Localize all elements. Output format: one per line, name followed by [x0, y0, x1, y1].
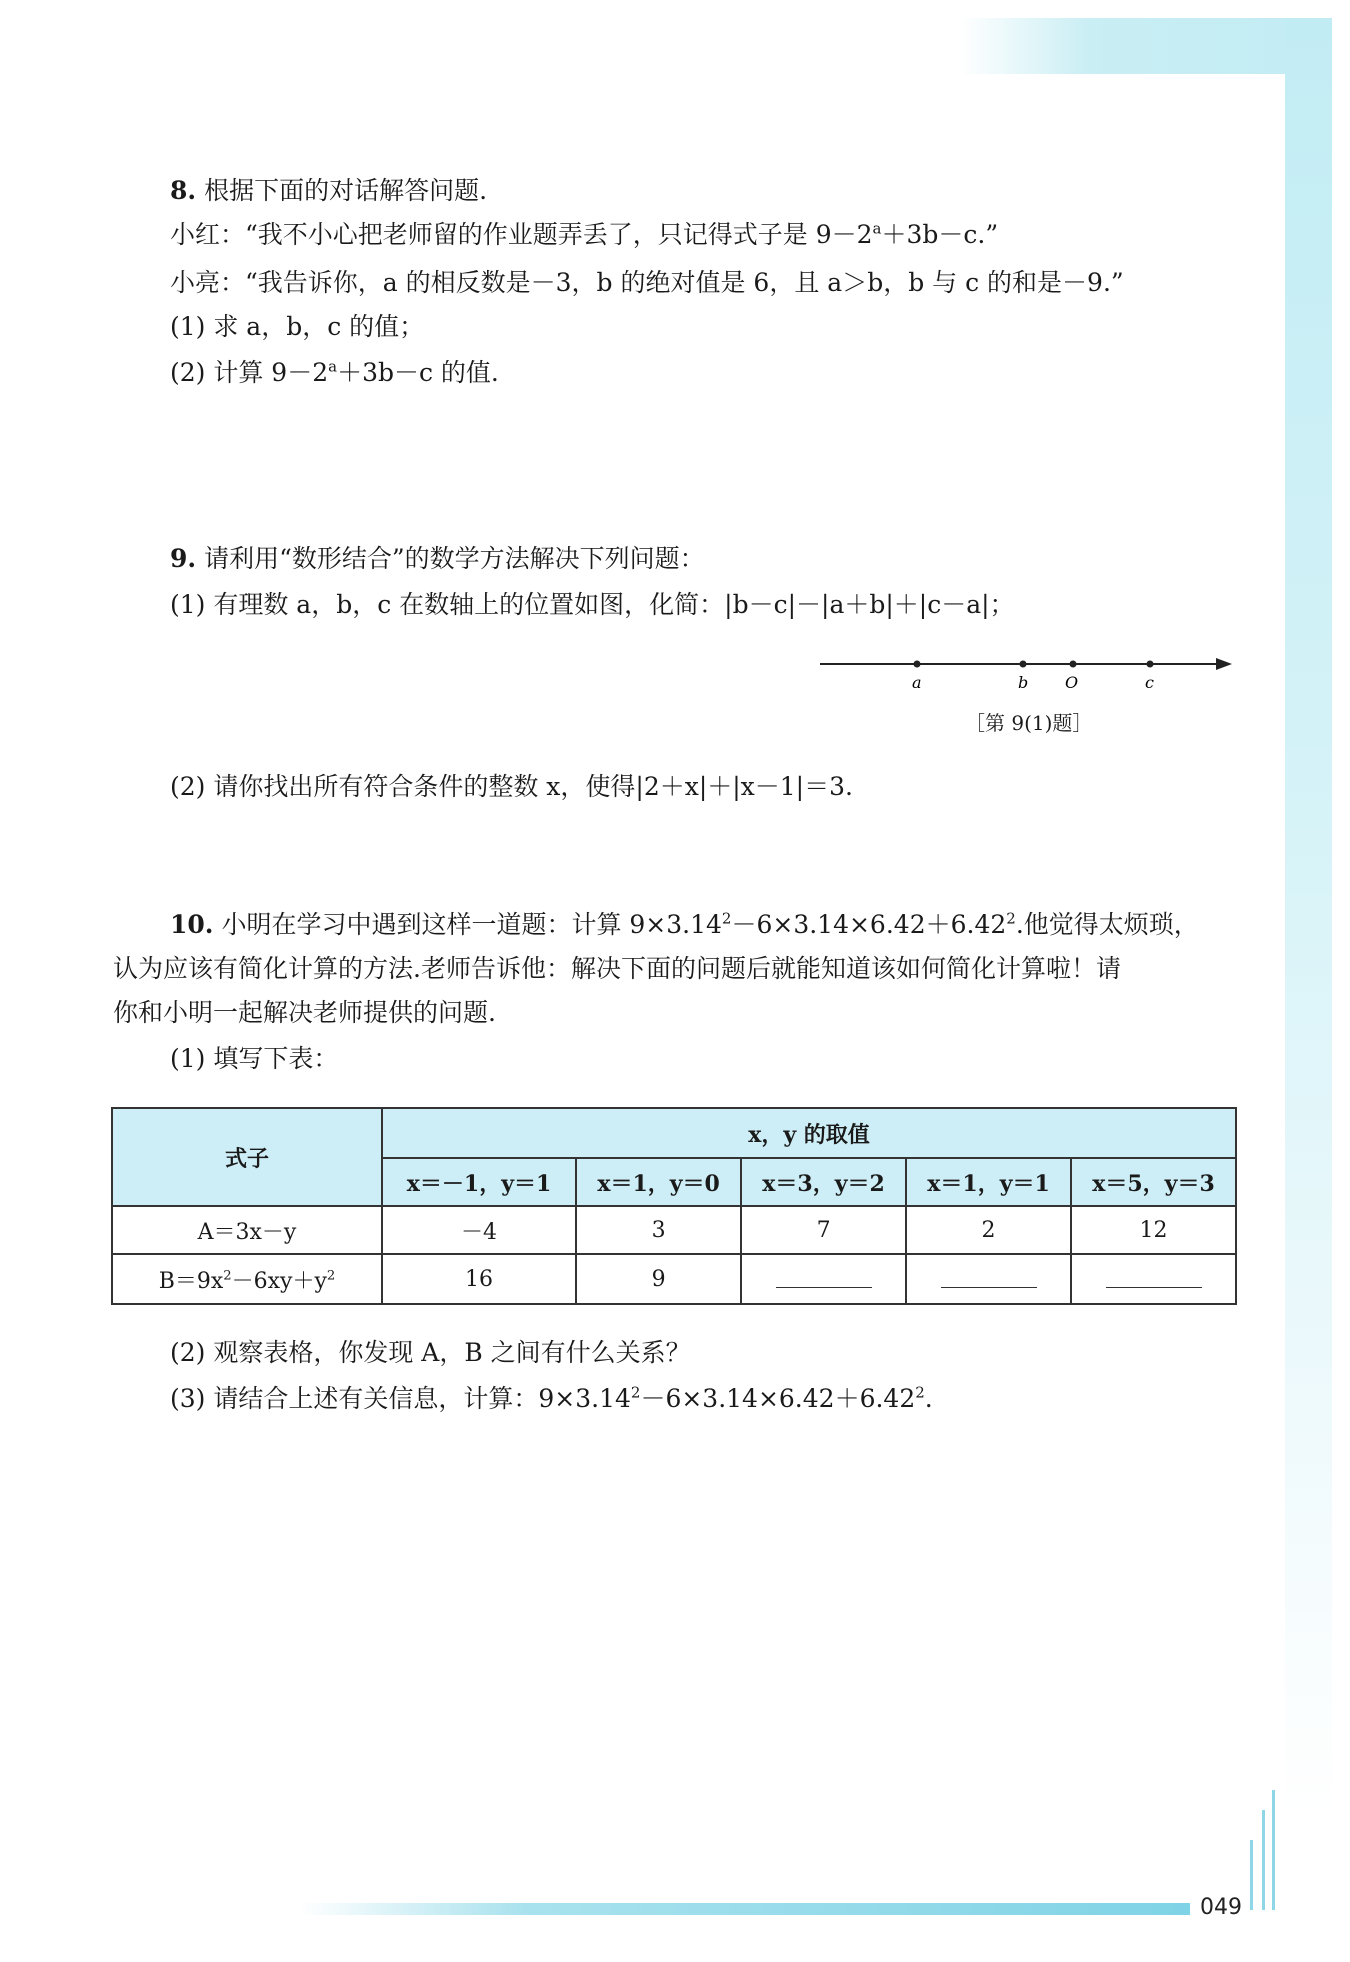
q9-part1: (1) 有理数 a，b，c 在数轴上的位置如图，化简：|b－c|－|a＋b|＋|c－a|；: [170, 590, 1015, 619]
point-a: [914, 661, 921, 668]
footer-stripe: [1272, 1790, 1275, 1910]
table-row-a: [112, 1206, 1236, 1254]
q10-line3: 你和小明一起解决老师提供的问题.: [113, 998, 496, 1027]
header-decoration: [960, 18, 1332, 74]
table-col-header: x＝3，y＝2: [741, 1158, 906, 1206]
table-cell: 16: [382, 1254, 576, 1304]
footer-bar-decoration: [300, 1903, 1190, 1915]
q8-title-text: 根据下面的对话解答问题.: [204, 176, 488, 205]
q8-xiaohong-suffix: ＋3b－c.”: [881, 220, 999, 249]
label-b: b: [1018, 673, 1029, 692]
row-b-label-b: －6xy＋y: [231, 1268, 327, 1294]
answer-blank-cell[interactable]: [1071, 1254, 1236, 1304]
page-number: 049: [1200, 1895, 1242, 1920]
table-cell: 2: [906, 1206, 1071, 1254]
row-b-label-sup1: 2: [223, 1268, 232, 1284]
table-cell: －4: [382, 1206, 576, 1254]
footer-stripe: [1262, 1810, 1265, 1910]
q9-title: [170, 544, 705, 574]
q10-part3-sup2: 2: [915, 1383, 925, 1402]
q8-title: [170, 176, 487, 206]
table-col-header: x＝1，y＝0: [576, 1158, 741, 1206]
answer-blank[interactable]: [776, 1265, 872, 1288]
q8-number: 8.: [170, 176, 197, 205]
answer-blank-cell[interactable]: [906, 1254, 1071, 1304]
number-line-figure: [820, 652, 1240, 702]
values-table: [111, 1107, 1237, 1305]
label-c: c: [1145, 673, 1154, 692]
q10-part3-c: .: [924, 1384, 933, 1413]
q10-line1-sup1: 2: [721, 909, 732, 928]
q10-line1-b: －6×3.14×6.42＋6.42: [731, 910, 1007, 939]
label-a: a: [912, 673, 922, 692]
q8-part2: [170, 358, 499, 388]
q10-line1-a: 小明在学习中遇到这样一道题：计算 9×3.14: [221, 910, 722, 939]
table-cell: 9: [576, 1254, 741, 1304]
table-cell: 12: [1071, 1206, 1236, 1254]
q9-part2: (2) 请你找出所有符合条件的整数 x，使得|2＋x|＋|x－1|＝3.: [170, 772, 853, 801]
q10-line1: [170, 910, 1199, 940]
q8-part2-prefix: (2) 计算 9－2: [170, 358, 329, 387]
q8-xiaohong-prefix: 小红：“我不小心把老师留的作业题弄丢了，只记得式子是 9－2: [170, 220, 873, 249]
footer-stripe: [1250, 1840, 1253, 1910]
row-b-label-a: B＝9x: [158, 1268, 224, 1294]
q10-number: 10.: [170, 910, 214, 939]
q10-part3-b: －6×3.14×6.42＋6.42: [640, 1384, 916, 1413]
table-cell: 7: [741, 1206, 906, 1254]
q8-xiaohong-sup: a: [872, 219, 882, 238]
q8-xiaohong: [170, 220, 998, 250]
answer-blank[interactable]: [1106, 1265, 1202, 1288]
q8-part2-sup: a: [328, 357, 338, 376]
answer-blank-cell[interactable]: [741, 1254, 906, 1304]
q8-part2-suffix: ＋3b－c 的值.: [337, 358, 499, 387]
q9-title-text: 请利用“数形结合”的数学方法解决下列问题：: [204, 544, 705, 573]
side-band-decoration: [1285, 18, 1332, 1818]
q8-part1: (1) 求 a，b，c 的值；: [170, 312, 425, 341]
q10-part3: [170, 1384, 933, 1414]
q10-line1-sup2: 2: [1006, 909, 1016, 928]
label-origin: O: [1065, 673, 1079, 692]
q9-number: 9.: [170, 544, 197, 573]
q10-part3-a: (3) 请结合上述有关信息，计算：9×3.14: [170, 1384, 631, 1413]
table-value-header: x，y 的取值: [382, 1108, 1236, 1158]
q10-line2: 认为应该有简化计算的方法.老师告诉他：解决下面的问题后就能知道该如何简化计算啦！请: [113, 954, 1121, 983]
row-b-label-sup2: 2: [326, 1268, 336, 1284]
q10-line1-c: .他觉得太烦琐，: [1015, 910, 1199, 939]
answer-blank[interactable]: [941, 1265, 1037, 1288]
row-b-label: [112, 1254, 382, 1304]
table-expr-header: 式子: [112, 1108, 382, 1206]
table-cell: 3: [576, 1206, 741, 1254]
table-col-header: x＝1，y＝1: [906, 1158, 1071, 1206]
table-row-b: [112, 1254, 1236, 1304]
q10-part3-sup1: 2: [630, 1383, 641, 1402]
q10-part2: (2) 观察表格，你发现 A，B 之间有什么关系？: [170, 1338, 691, 1367]
point-origin: [1070, 661, 1077, 668]
table-col-header: x＝5，y＝3: [1071, 1158, 1236, 1206]
table-col-header: x＝－1，y＝1: [382, 1158, 576, 1206]
number-line-arrow: [1216, 658, 1232, 670]
point-b: [1020, 661, 1027, 668]
point-c: [1147, 661, 1154, 668]
q10-part1: (1) 填写下表：: [170, 1044, 339, 1073]
row-a-label: A＝3x－y: [112, 1206, 382, 1254]
figure-caption: ［第 9(1)题］: [965, 711, 1093, 735]
q8-xiaoliang: 小亮：“我告诉你，a 的相反数是－3，b 的绝对值是 6，且 a＞b，b 与 c 的和是－9.”: [170, 268, 1124, 297]
